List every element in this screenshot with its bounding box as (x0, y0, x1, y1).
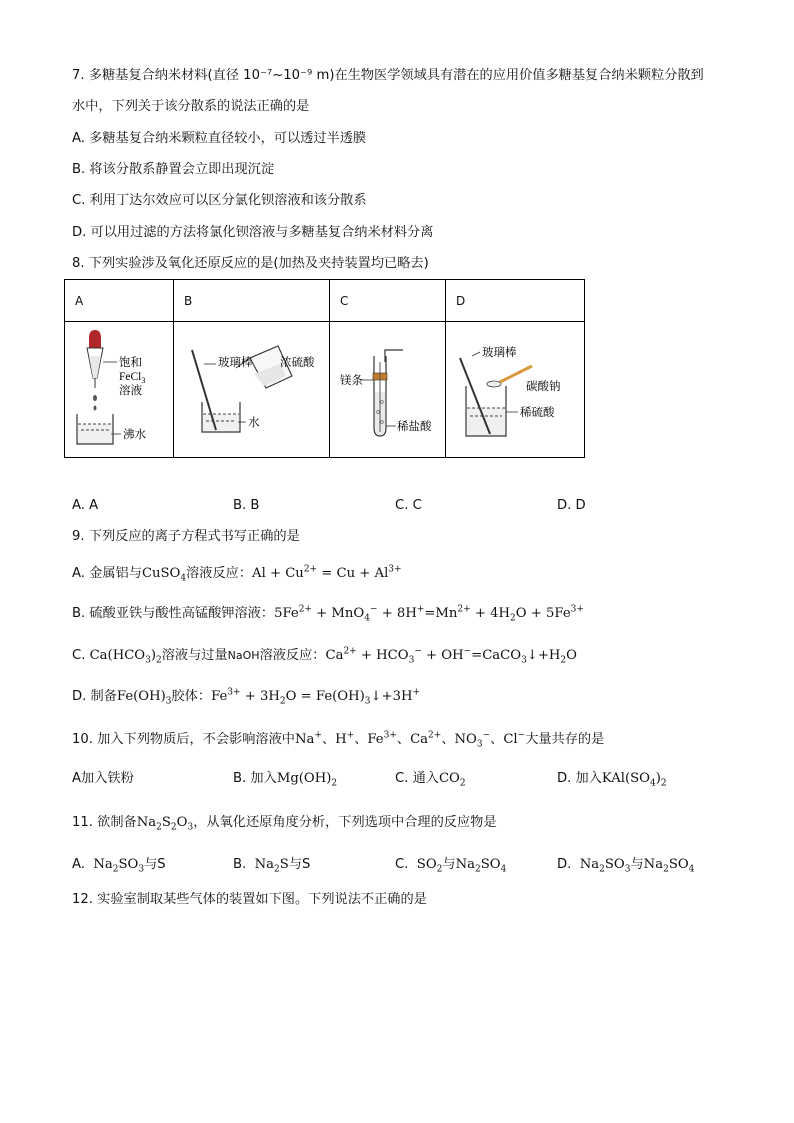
label-conc-acid: 浓硫酸 (280, 357, 315, 369)
label-glass-rod-b: 玻璃棒 (218, 357, 253, 369)
q11-option-c: C. $SO_2$与$Na_2SO_4$ (395, 857, 507, 875)
header-b: B (174, 280, 330, 322)
dropper-beaker-figure (65, 322, 173, 457)
q8-option-b: B. B (233, 498, 260, 513)
q7-stem-line1: 7. 多糖基复合纳米材料(直径 10⁻⁷~10⁻⁹ m)在生物医学领域具有潜在的应用价值多糖基复合纳米颗粒分散到 (72, 68, 704, 83)
test-tube-figure (330, 322, 445, 457)
q11-option-d: D. $Na_2SO_3$与$Na_2SO_4$ (557, 857, 695, 875)
label-dilute-h2so4: 稀硫酸 (520, 407, 555, 419)
apparatus-b (174, 322, 330, 458)
q11-option-a: A. $Na_2SO_3$与S (72, 857, 166, 875)
q10-option-a: A加入铁粉 (72, 771, 134, 786)
label-water: 水 (248, 417, 260, 429)
q7-option-d: D. 可以用过滤的方法将氯化钡溶液与多糖基复合纳米材料分离 (72, 225, 434, 240)
header-d: D (446, 280, 585, 322)
header-a: A (65, 280, 174, 322)
q9-option-a: A. 金属铝与CuSO$_4$溶液反应：$Al + Cu^{2+} = Cu + Al^{3+}$ (72, 564, 402, 584)
q9-stem: 9. 下列反应的离子方程式书写正确的是 (72, 529, 300, 544)
q8-option-d: D. D (557, 498, 586, 513)
label-fecl3: FeCl$_3$ (119, 371, 146, 385)
carbonate-acid-figure (446, 322, 584, 457)
q10-option-c: C. 通入$CO_2$ (395, 771, 466, 789)
q8-option-a: A. A (72, 498, 99, 513)
q7-option-b: B. 将该分散系静置会立即出现沉淀 (72, 162, 275, 177)
q11-option-b: B. $Na_2S$与S (233, 857, 311, 875)
apparatus-a (65, 322, 174, 458)
label-na2co3: 碳酸钠 (526, 381, 561, 393)
label-glass-rod-d: 玻璃棒 (482, 347, 517, 359)
label-dilute-hcl: 稀盐酸 (397, 421, 432, 433)
q9-option-d: D. 制备$Fe(OH)_3$胶体：$Fe^{3+} + 3H_2O$ = $Fe(OH)_3↓+3H^+$ (72, 687, 421, 707)
label-solution: 溶液 (119, 385, 142, 397)
q10-stem: 10. 加入下列物质后，不会影响溶液中Na+、H+、$Fe^{3+}$、$Ca^{2+}$、$NO_3^-$、Cl−大量共存的是 (72, 730, 605, 750)
q8-experiment-table (64, 279, 585, 458)
q7-option-c: C. 利用丁达尔效应可以区分氯化钡溶液和该分散系 (72, 193, 367, 208)
q9-option-b: B. 硫酸亚铁与酸性高锰酸钾溶液：$5Fe^{2+} + MnO_4^- + 8H^+=Mn^{2+} + 4H_2O + 5Fe^{3+}$ (72, 604, 584, 624)
q7-stem-line2: 水中，下列关于该分散系的说法正确的是 (72, 99, 310, 114)
label-mg-strip: 镁条 (340, 375, 363, 387)
q7-option-a: A. 多糖基复合纳米颗粒直径较小，可以透过半透膜 (72, 131, 367, 146)
apparatus-c (330, 322, 446, 458)
q8-stem: 8. 下列实验涉及氧化还原反应的是(加热及夹持装置均已略去) (72, 256, 429, 271)
acid-dilution-figure (174, 322, 329, 457)
q10-option-b: B. 加入$Mg(OH)_2$ (233, 771, 338, 789)
q10-option-d: D. 加入$KAl(SO_4)_2$ (557, 771, 667, 789)
header-c: C (330, 280, 446, 322)
apparatus-d (446, 322, 585, 458)
label-boiling-water: 沸水 (123, 429, 146, 441)
q9-option-c: C. $Ca(HCO_3)_2$溶液与过量NaOH溶液反应：$Ca^{2+} + HCO_3^-$ + $OH^-=CaCO_3↓+H_2O$ (72, 646, 577, 666)
label-saturated: 饱和 (119, 357, 142, 369)
q11-stem: 11. 欲制备$Na_2S_2O_3$，从氧化还原角度分析，下列选项中合理的反应物是 (72, 815, 497, 833)
q8-option-c: C. C (395, 498, 422, 513)
q12-stem: 12. 实验室制取某些气体的装置如下图。下列说法不正确的是 (72, 892, 427, 907)
